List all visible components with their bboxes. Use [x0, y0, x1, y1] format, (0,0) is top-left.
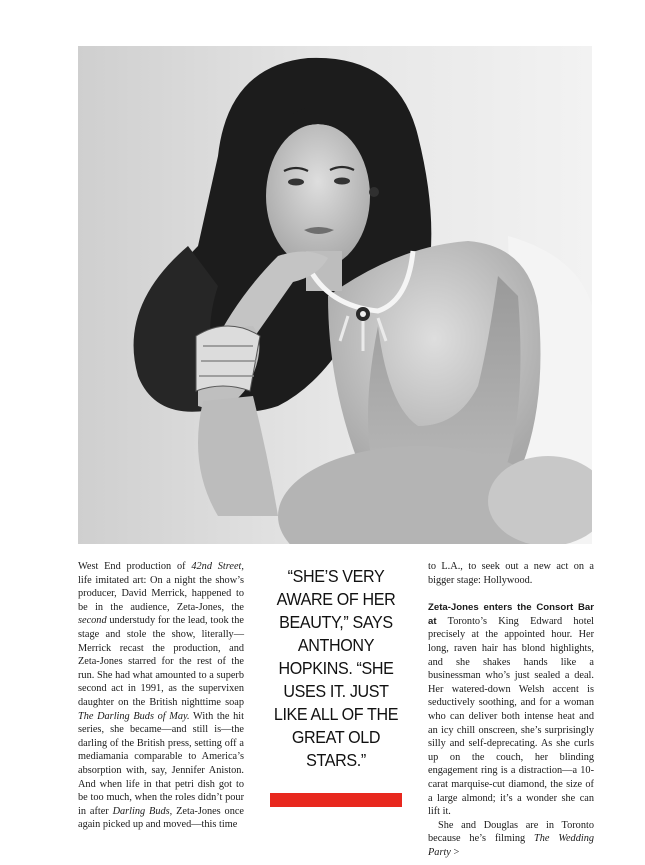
text-run: understudy for the lead, took the stage and stole the show, literally—Merrick recast the production, and Zeta-Jones starred for the rest of the run. She had what amounted to a superb second act in 1991, as the supervixen daughter on the British nighttime soap	[78, 615, 244, 708]
text-run: Zeta-Jones once again picked up and moved—this time	[78, 805, 244, 831]
section-lead-in: Zeta-Jones enters the Consort Bar at	[428, 602, 594, 627]
text-run: Toronto’s King Edward hotel precisely at the appointed hour. Her long, raven hair has blond highlights, and she shakes hands like a businessman who’s just sealed a deal. Her watered-down Welsh accent is seductively soothing, and for a woman who can deliver both intense heat and an icy chill onscreen, she’s surprisingly silly and self-deprecating. As she curls up on the couch, her blinding engagement ring is a distraction—a 10-carat marquise-cut diamond, the size of a large almond; it’s a wonder she can lift it.	[428, 615, 594, 818]
text-run: West End production of	[78, 561, 192, 572]
title-italic: Darling Buds,	[112, 805, 173, 817]
continued-marker: >	[450, 846, 460, 858]
right-paragraph-2	[428, 601, 594, 819]
right-paragraph-3	[428, 819, 594, 860]
right-article-column	[428, 560, 594, 859]
text-run: With the hit series, she became—and still is—the darling of the British press, setting off a mediamania comparable to America’s absorption with, say, Jennifer Aniston. And when life in that petri dish got to be too much, when the roles didn’t pour in after	[78, 710, 244, 817]
portrait-photo	[78, 46, 592, 544]
right-paragraph-1: to L.A., to seek out a new act on a bigger stage: Hollywood.	[428, 561, 594, 586]
pull-quote-accent-bar	[270, 793, 402, 807]
pull-quote: “SHE’S VERY AWARE OF HER BEAUTY,” SAYS ANTHONY HOPKINS. “SHE USES IT. JUST LIKE ALL OF THE GREAT OLD STARS.”	[273, 566, 399, 770]
portrait-illustration	[78, 46, 592, 544]
title-italic: The Wedding Party	[428, 833, 594, 858]
text-run: She and Douglas are in Toronto because he’s filming	[428, 819, 594, 845]
left-article-column	[78, 560, 244, 832]
section-block	[428, 601, 594, 859]
title-italic: 42nd Street,	[191, 561, 244, 572]
emphasis-italic: second	[78, 615, 107, 627]
left-paragraph	[78, 560, 244, 832]
text-run: life imitated art: On a night the show’s producer, David Merrick, happened to be in the audience, Zeta-Jones, the	[78, 574, 244, 613]
title-italic: The Darling Buds of May.	[78, 710, 190, 722]
